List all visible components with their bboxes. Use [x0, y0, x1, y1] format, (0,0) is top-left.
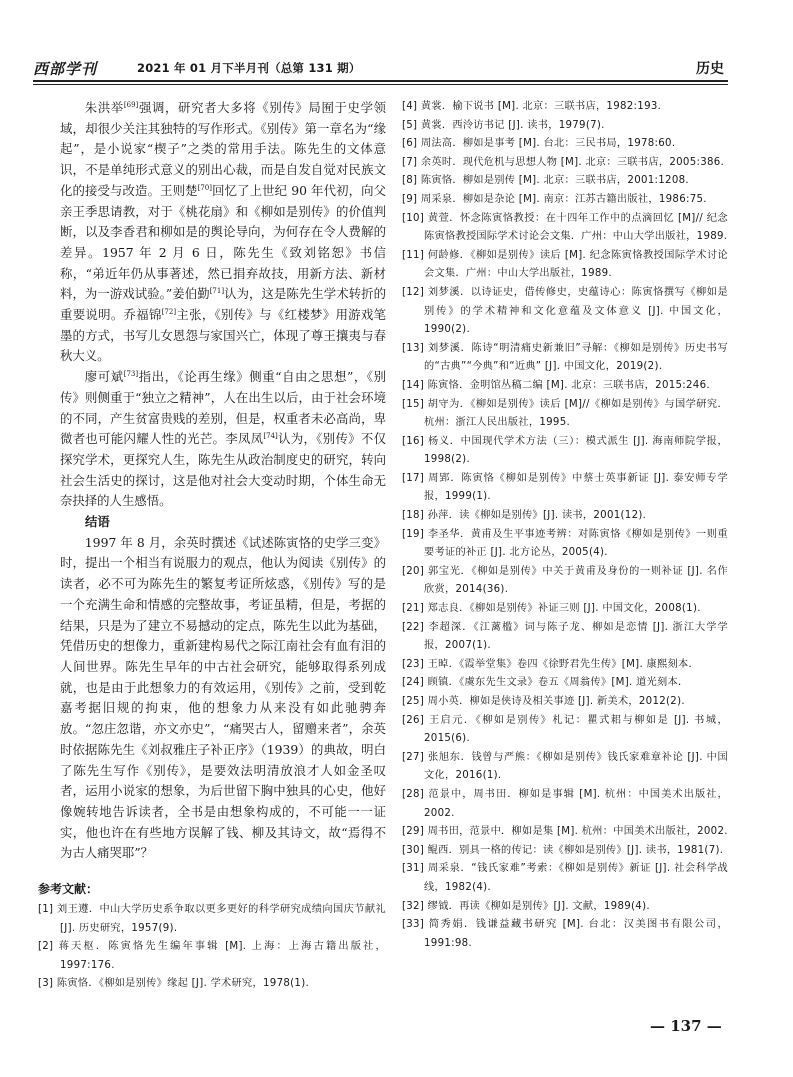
paragraph-2: 廖可斌[73]指出，《论再生缘》侧重“自由之思想”，《别传》则侧重于“独立之精神”，人在出生以后，由于社会环境的不同，产生贫富贵贱的差别，但是，权重者未必高尚，卑微者也可能闪耀人性的光芒。李凤凤[74]认为，《别传》不仅探究学术，更探究人生，陈先生从政治制度史的研究，转向社会生活史的探讨，这是他对社会大变动时期，个体生命无奈抉择的人生感悟。 [60, 369, 386, 509]
reference-item: [28] 范景中，周书田．柳如是事辑 [M]. 杭州：中国美术出版社，2002. [402, 788, 728, 819]
reference-item: [9] 周采泉．柳如是杂论 [M]. 南京：江苏古籍出版社，1986:75. [402, 193, 707, 205]
reference-item: [19] 李圣华．黄甫及生平事迹考辨：对陈寅恪《柳如是别传》一则重要考证的补正 [J]. 北方论丛，2005(4). [402, 528, 728, 559]
conclusion-heading: 结语 [85, 514, 110, 530]
reference-item: [29] 周书田，范景中．柳如是集 [M]. 杭州：中国美术出版社，2002. [402, 826, 728, 838]
issue-info: 2021 年 01 月下半月刊（总第 131 期） [137, 61, 361, 75]
header-rule-thin [33, 84, 728, 85]
reference-item: [26] 王启元．《柳如是别传》札记：瞿式耜与柳如是 [J]. 书城，2015(6). [402, 714, 728, 745]
reference-item: [14] 陈寅恪．金明馆丛稿二编 [M]. 北京：三联书店，2015:246. [402, 379, 710, 391]
reference-item: [31] 周采泉．“钱氏家难”考索：《柳如是别传》新证 [J]. 社会科学战线，1982(4). [402, 863, 728, 893]
reference-item: [24] 顾镇．《虞东先生文录》卷五《周翁传》[M]. 道光刻本． [402, 677, 689, 689]
reference-item: [18] 孙萍．读《柳如是别传》[J]. 读书，2001(12). [402, 510, 647, 522]
reference-item: [7] 余英时．现代危机与思想人物 [M]. 北京：三联书店，2005:386. [402, 156, 725, 168]
citation: [73] [123, 370, 139, 379]
reference-item: [5] 黄裳．西泠访书记 [J]. 读书，1979(7). [402, 119, 605, 131]
paragraph-1: 朱洪举[69]强调，研究者大多将《别传》局囿于史学领域，却很少关注其独特的写作形式。《别传》第一章名为“缘起”，是小说家“楔子”之类的常用手法。陈先生的文体意识，不是单纯形式意义的别出心裁，而是自发自觉对民族文化的接受与改造。王则楚[70]回忆了上世纪 90 年代初，向父亲王季思请教，对于《桃花扇》和《柳如是别传》的价值判断，以及李香君和柳如是的舆论导向，为何存在令人费解的差异。1957 年 2 月 6 日，陈先生《致刘铭恕》书信称，“弟近年仍从事著述，然已捐弃故技，用新方法、新材料，为一游戏试验。”姜伯勤[71]认为，这是陈先生学术转折的重要说明。乔福锦[72]主张，《别传》与《红楼梦》用游戏笔墨的方式，书写儿女恩怨与家国兴亡，体现了尊王攘夷与春秋大义。 [60, 100, 387, 364]
references-list-right [402, 98, 728, 953]
reference-item: [21] 郑志良．《柳如是别传》补证三则 [J]. 中国文化，2008(1). [402, 603, 701, 615]
reference-item: [22] 李超深．《江蓠槛》词与陈子龙、柳如是恋情 [J]. 浙江大学学报，2007(1). [402, 621, 728, 652]
reference-item: [15] 胡守为．《柳如是别传》读后 [M]//《柳如是别传》与国学研究．杭州：浙江人民出版社，1995. [402, 398, 728, 429]
reference-item: [8] 陈寅恪．柳如是别传 [M]. 北京：三联书店，2001:1208. [402, 175, 689, 187]
reference-item: [17] 周郢．陈寅恪《柳如是别传》中蔡士英事新证 [J]. 泰安师专学报，1999(1). [402, 472, 728, 503]
journal-logo: 西部学刊 [33, 60, 98, 78]
reference-item: [12] 刘梦溪．以诗证史，借传修史，史蕴诗心：陈寅恪撰写《柳如是别传》的学术精神和文化意蕴及文体意义 [J]. 中国文化，1990(2). [402, 286, 728, 336]
reference-item: [4] 黄裳．榆下说书 [M]. 北京：三联书店，1982:193. [402, 101, 662, 112]
reference-item: [2] 蒋天枢．陈寅恪先生编年事辑 [M]. 上海：上海古籍出版社，1997:176. [38, 941, 386, 971]
reference-item: [10] 黄萱．怀念陈寅恪教授：在十四年工作中的点滴回忆 [M]// 纪念陈寅恪教授国际学术讨论会文集．广州：中山大学出版社，1989. [402, 212, 728, 243]
citation: [71] [209, 287, 225, 296]
reference-item: [1] 刘王遵．中山大学历史系争取以更多更好的科学研究成绩向国庆节献礼 [J]. 历史研究，1957(9). [38, 904, 386, 934]
citation: [72] [161, 307, 177, 316]
page-header [33, 52, 726, 78]
reference-item: [3] 陈寅恪．《柳如是别传》缘起 [J]. 学术研究，1978(1). [38, 978, 310, 990]
reference-item: [6] 周法高．柳如是事考 [M]. 台北：三民书局，1978:60. [402, 138, 676, 150]
reference-item: [16] 杨义．中国现代学术方法（三）：模式派生 [J]. 海南师院学报，1998(2). [402, 435, 728, 466]
reference-item: [25] 周小英．柳如是侠诗及相关事迹 [J]. 新美术，2012(2). [402, 696, 685, 707]
references-list-left [38, 901, 386, 994]
paragraph-3: 1997 年 8 月，余英时撰述《试述陈寅恪的史学三变》时，提出一个相当有说服力的观点，他认为阅读《别传》的读者，必不可为陈先生的繁复考证所炫惑，《别传》写的是一个充满生命和情感的完整故事，考证虽精，但是，考据的结果，只是为了建立不易撼动的定点，陈先生以此为基础，凭借历史的想像力，重新建构易代之际江南社会有血有泪的人间世界。陈先生早年的中古社会研究，能够取得系列成就，也是由于此想象力的有效运用，《别传》之前，受到乾嘉考据旧规的拘束，他的想象力从来没有如此驰骋奔放。“忽庄忽谐，亦文亦史”，“痛哭古人，留赠来者”，余英时依据陈先生《刘叔雅庄子补正序》（1939）的典故，明白了陈先生写作《别传》，是要效法明清放浪才人如金圣叹者，运用小说家的想象，为后世留下胸中独具的心史，他好像婉转地告诉读者，全书是由想象构成的，不可能一一证实，他也许在有些地方误解了钱、柳及其诗文，故“焉得不为古人痛哭耶”？ [60, 534, 386, 861]
reference-item: [20] 郭宝光．《柳如是别传》中关于黄甫及身份的一则补证 [J]. 名作欣赏，2014(36). [402, 565, 728, 596]
citation: [74] [263, 432, 278, 441]
reference-item: [23] 王晫．《霞举堂集》卷四《徐野君先生传》[M]. 康熙刻本． [402, 658, 699, 670]
reference-item: [32] 缪钺．再读《柳如是别传》[J]. 文献，1989(4). [402, 900, 650, 912]
citation: [70] [197, 183, 212, 192]
header-rule-thick [33, 80, 728, 82]
citation: [69] [123, 100, 139, 109]
right-column [402, 98, 728, 953]
reference-item: [33] 简秀娟．钱谦益藏书研究 [M]. 台北：汉美图书有限公司，1991:98. [402, 919, 728, 949]
reference-item: [13] 刘梦溪．陈诗“明清痛史新兼旧”寻解：《柳如是别传》历史书写的“古典”“今典”和“近典” [J]. 中国文化，2019(2). [402, 342, 728, 373]
reference-item: [11] 何龄修．《柳如是别传》读后 [M]. 纪念陈寅恪教授国际学术讨论会文集．广州：中山大学出版社，1989. [402, 249, 728, 280]
left-column [38, 98, 387, 994]
reference-item: [27] 张旭东．钱曾与严熊：《柳如是别传》钱氏家难章补论 [J]. 中国文化，2016(1). [402, 751, 728, 782]
reference-item: [30] 鲲西．别具一格的传记：读《柳如是别传》[J]. 读书，1981(7). [402, 844, 724, 856]
page-number: — 137 — [650, 1017, 722, 1035]
references-title: 参考文献： [38, 882, 99, 897]
section-label: 历史 [696, 61, 724, 77]
